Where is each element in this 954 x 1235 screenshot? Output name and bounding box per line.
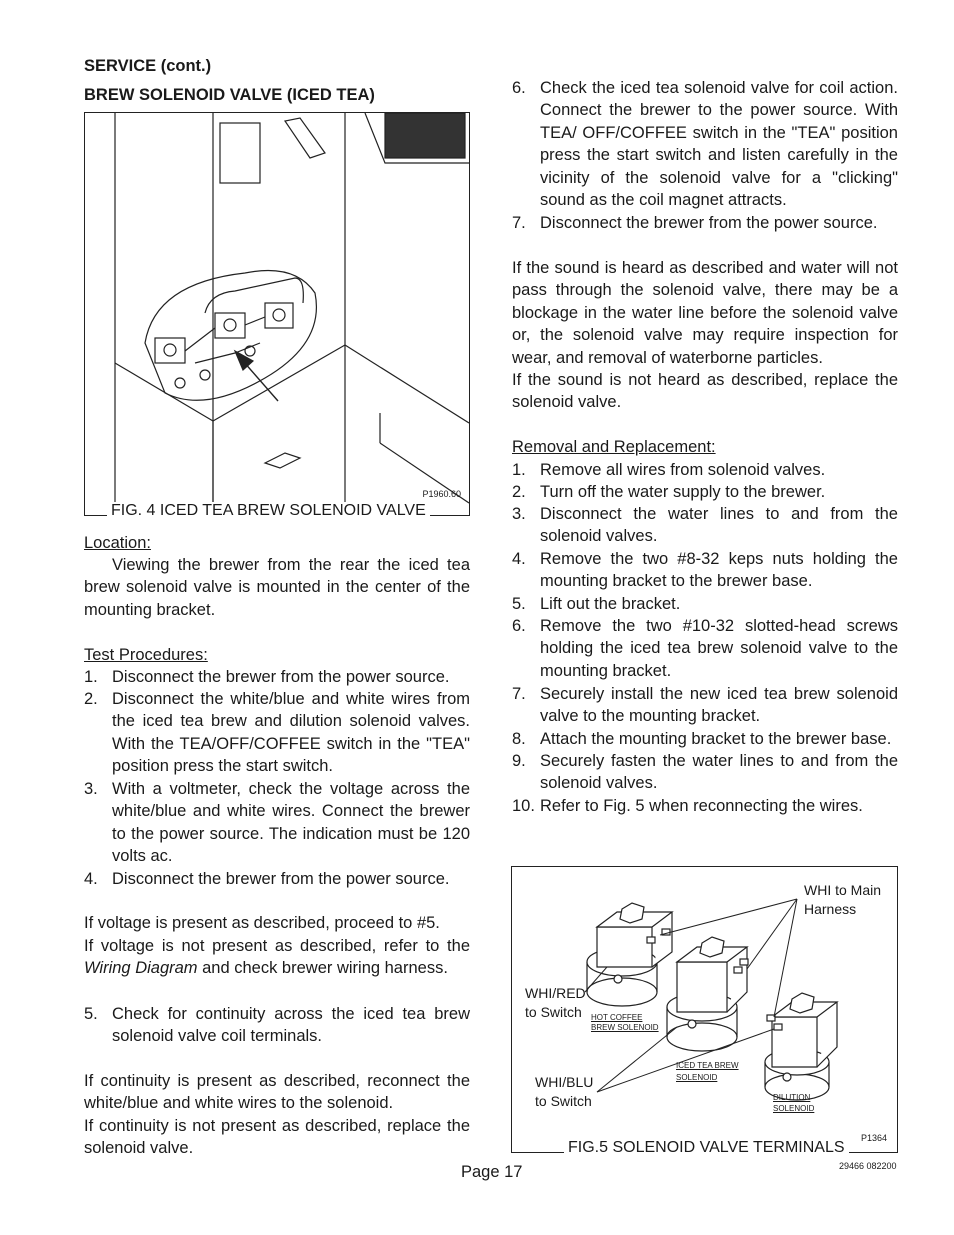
step-text: Securely install the new iced tea brew solenoid valve to the mounting bracket. xyxy=(540,685,898,726)
step-text: Securely fasten the water lines to and from the solenoid valves. xyxy=(540,752,898,793)
step-number: 1. xyxy=(512,461,526,479)
step-text: Check for continuity across the iced tea brew solenoid valve coil terminals. xyxy=(112,1005,470,1046)
dilution-label-2: SOLENOID xyxy=(773,1104,815,1113)
step-number: 5. xyxy=(84,1005,98,1023)
removal-step-10 xyxy=(512,795,898,817)
dilution-label-1: DILUTION xyxy=(773,1093,811,1102)
test-step-3 xyxy=(84,778,470,868)
page-number: Page 17 xyxy=(461,1163,523,1181)
fig4-caption: FIG. 4 ICED TEA BREW SOLENOID VALVE xyxy=(107,502,430,520)
iced-tea-label-2: SOLENOID xyxy=(676,1073,718,1082)
step-text: Disconnect the brewer from the power source. xyxy=(112,870,450,888)
whi-main-label-1: WHI to Main xyxy=(804,882,882,898)
fig5-code: P1364 xyxy=(860,1133,887,1143)
step-text: Disconnect the white/blue and white wires from the iced tea brew and dilution solenoid valves. With the TEA/OFF/COFFEE switch in the "TEA" position press the start switch. xyxy=(112,690,470,776)
step-number: 2. xyxy=(512,483,526,501)
whi-blu-label-1: WHI/BLU xyxy=(535,1074,594,1090)
test-step-2 xyxy=(84,688,470,778)
step-text: With a voltmeter, check the voltage across the white/blue and white wires. Connect the brewer to the power source. The indication must be 120 volts ac. xyxy=(112,780,470,866)
removal-step-3 xyxy=(512,503,898,548)
removal-step-6 xyxy=(512,615,898,682)
location-heading: Location: xyxy=(84,534,151,552)
voltage-absent-text xyxy=(84,935,470,980)
removal-step-8 xyxy=(512,728,898,750)
continuity-present-text: If continuity is present as described, reconnect the white/blue and white wires to the solenoid. xyxy=(84,1072,470,1113)
whi-main-label-2: Harness xyxy=(804,901,857,917)
section-heading: SERVICE (cont.) xyxy=(84,57,212,75)
doc-code: 29466 082200 xyxy=(839,1161,897,1171)
step-number: 5. xyxy=(512,595,526,613)
step-number: 4. xyxy=(84,870,98,888)
step-number: 8. xyxy=(512,730,526,748)
step-number: 2. xyxy=(84,690,98,708)
removal-step-7 xyxy=(512,683,898,728)
step-number: 4. xyxy=(512,550,526,568)
removal-step-1 xyxy=(512,459,898,481)
test-heading: Test Procedures: xyxy=(84,646,208,664)
iced-tea-label-1: ICED TEA BREW xyxy=(676,1061,739,1070)
step-text: Attach the mounting bracket to the brewer base. xyxy=(540,730,892,748)
step-number: 3. xyxy=(512,505,526,523)
removal-step-9 xyxy=(512,750,898,795)
step-text: Lift out the bracket. xyxy=(540,595,681,613)
whi-red-label-2: to Switch xyxy=(525,1004,582,1020)
step-text: Remove all wires from solenoid valves. xyxy=(540,461,826,479)
step-number: 9. xyxy=(512,752,526,770)
removal-step-2 xyxy=(512,481,898,503)
fig5-caption: FIG.5 SOLENOID VALVE TERMINALS xyxy=(564,1139,849,1157)
step-text: Disconnect the brewer from the power source. xyxy=(112,668,450,686)
fig4-code: P1960.60 xyxy=(422,489,461,499)
continuity-absent-text: If continuity is not present as described, replace the solenoid valve. xyxy=(84,1117,470,1158)
hot-coffee-label-2: BREW SOLENOID xyxy=(591,1023,659,1032)
step-number: 3. xyxy=(84,780,98,798)
sound-heard-text: If the sound is heard as described and water will not pass through the solenoid valve, there may be a blockage in the water line before the solenoid valve or, the solenoid valve may require inspection for wear, and removal of waterborne particles. xyxy=(512,259,898,367)
step-number: 7. xyxy=(512,214,526,232)
location-text: Viewing the brewer from the rear the iced tea brew solenoid valve is mounted in the center of the mounting bracket. xyxy=(84,556,470,619)
page-subtitle: BREW SOLENOID VALVE (ICED TEA) xyxy=(84,86,375,104)
step-number: 7. xyxy=(512,685,526,703)
test-step-4 xyxy=(84,868,470,890)
removal-heading: Removal and Replacement: xyxy=(512,438,716,456)
fig5-figure xyxy=(511,866,898,1153)
test-step-1 xyxy=(84,666,470,688)
wiring-diagram-ref: Wiring Diagram xyxy=(84,959,198,978)
whi-blu-label-2: to Switch xyxy=(535,1093,592,1109)
whi-red-label-1: WHI/RED xyxy=(525,985,586,1001)
removal-step-5 xyxy=(512,593,898,615)
step-number: 6. xyxy=(512,79,526,97)
sound-not-heard-text: If the sound is not heard as described, replace the solenoid valve. xyxy=(512,371,898,412)
removal-step-4 xyxy=(512,548,898,593)
step-text: Refer to Fig. 5 when reconnecting the wires. xyxy=(540,797,863,815)
step-number: 1. xyxy=(84,668,98,686)
step-number: 10. xyxy=(512,797,535,815)
step-text: Disconnect the brewer from the power source. xyxy=(540,214,878,232)
step-text: Remove the two #8-32 keps nuts holding the mounting bracket to the brewer base. xyxy=(540,550,898,591)
test-step-7 xyxy=(512,212,898,234)
step-text: Remove the two #10-32 slotted-head screws holding the iced tea brew solenoid valve to the mounting bracket. xyxy=(540,617,898,680)
fig4-figure xyxy=(84,112,470,516)
test-step-5 xyxy=(84,1003,470,1048)
step-text: Check the iced tea solenoid valve for coil action. Connect the brewer to the power source. With TEA/ OFF/COFFEE switch in the "TEA" position press the start switch and listen carefully in the vicinity of the solenoid valve for a "clicking" sound as the coil magnet attracts. xyxy=(540,79,898,210)
voltage-absent-post: and check brewer wiring harness. xyxy=(197,959,448,978)
step-text: Disconnect the water lines to and from the solenoid valves. xyxy=(540,505,898,546)
hot-coffee-label-1: HOT COFFEE xyxy=(591,1013,643,1022)
voltage-absent-pre: If voltage is not present as described, refer to the xyxy=(84,937,470,955)
step-text: Turn off the water supply to the brewer. xyxy=(540,483,826,501)
voltage-present-text: If voltage is present as described, proceed to #5. xyxy=(84,914,440,932)
fig4-illustration xyxy=(85,113,469,515)
step-number: 6. xyxy=(512,617,526,635)
test-step-6 xyxy=(512,77,898,211)
